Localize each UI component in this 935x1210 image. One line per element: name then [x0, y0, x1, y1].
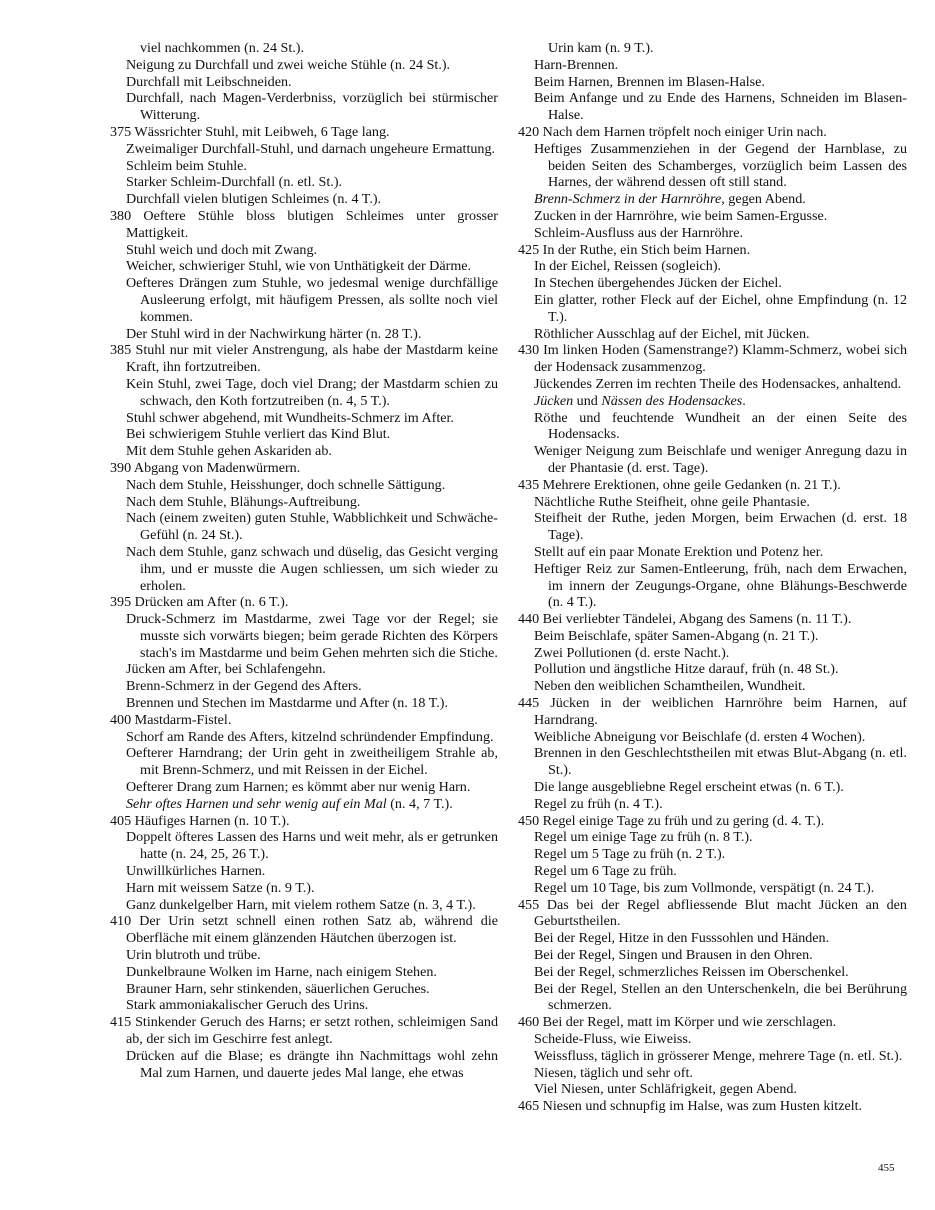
symptom-entry	[518, 729, 907, 746]
symptom-entry	[110, 191, 498, 208]
symptom-entry	[110, 443, 498, 460]
symptom-entry	[110, 460, 498, 477]
entry-number: 415	[110, 1014, 132, 1031]
symptom-entry	[518, 124, 907, 141]
entry-text: viel nachkommen (n. 24 St.).	[140, 40, 305, 56]
symptom-entry	[110, 208, 498, 242]
entry-number: 440	[518, 611, 540, 628]
symptom-entry	[518, 242, 907, 259]
symptom-entry	[110, 57, 498, 74]
entry-text: Regel um einige Tage zu früh (n. 8 T.).	[534, 829, 753, 846]
symptom-entry	[518, 661, 907, 678]
entry-text: Unwillkürliches Harnen.	[126, 863, 266, 880]
symptom-entry	[110, 174, 498, 191]
symptom-entry	[518, 258, 907, 275]
entry-text: Regel zu früh (n. 4 T.).	[534, 795, 663, 812]
symptom-entry	[518, 779, 907, 796]
symptom-entry	[110, 376, 498, 410]
symptom-entry	[518, 813, 907, 830]
symptom-entry	[518, 1081, 907, 1098]
entry-text: Der Urin setzt schnell einen rothen Satz ab, während die Oberfläche mit einem glänzenden Häutchen überzogen ist.	[126, 913, 498, 947]
entry-text: Heftiges Zusammenziehen in der Gegend der Harnblase, zu beiden Seiten des Schamberges, vorzüglich beim Lassen des Harnes, der während dessen oft still stand.	[534, 140, 907, 191]
symptom-entry	[110, 342, 498, 376]
entry-text: Stark ammoniakalischer Geruch des Urins.	[126, 997, 369, 1014]
symptom-entry	[110, 544, 498, 594]
entry-text: Nächtliche Ruthe Steifheit, ohne geile Phantasie.	[534, 493, 810, 510]
symptom-entry	[518, 611, 907, 628]
entry-text: In der Eichel, Reissen (sogleich).	[534, 258, 722, 275]
symptom-entry	[110, 242, 498, 259]
entry-text: Häufiges Harnen (n. 10 T.).	[134, 812, 290, 829]
symptom-entry	[110, 745, 498, 779]
entry-text: Stinkender Geruch des Harns; er setzt rothen, schleimigen Sand ab, der sich im Geschirre fest anlegt.	[126, 1014, 498, 1048]
entry-text: Brennen in den Geschlechtstheilen mit etwas Blut-Abgang (n. etl. St.).	[534, 745, 907, 779]
entry-text: Oefterer Harndrang; der Urin geht in zweitheiligem Strahle ab, mit Brenn-Schmerz, und mit Reissen in der Eichel.	[126, 745, 498, 779]
entry-text: Weicher, schwieriger Stuhl, wie von Unthätigkeit der Därme.	[126, 258, 472, 275]
symptom-entry	[518, 292, 907, 326]
entry-text: Kein Stuhl, zwei Tage, doch viel Drang; der Mastdarm schien zu schwach, den Koth fortzutreiben (n. 4, 5 T.).	[126, 375, 498, 409]
symptom-entry	[518, 880, 907, 897]
entry-number: 390	[110, 459, 132, 476]
entry-text: Bei der Regel, Hitze in den Fusssohlen und Händen.	[534, 930, 830, 947]
entry-text: Sehr oftes Harnen und sehr wenig auf ein Mal	[126, 795, 387, 812]
entry-text: Jücken am After, bei Schlafengehn.	[126, 661, 326, 678]
symptom-entry	[518, 494, 907, 511]
entry-text: Bei der Regel, Stellen an den Unterschenkeln, die bei Berührung schmerzen.	[534, 980, 907, 1014]
symptom-entry	[518, 1098, 907, 1115]
entry-text: Nach dem Stuhle, Heisshunger, doch schnelle Sättigung.	[126, 476, 446, 493]
symptom-entry	[110, 611, 498, 661]
symptom-entry	[518, 74, 907, 91]
entry-text: Oefteres Drängen zum Stuhle, wo jedesmal wenige durchfällige Ausleerung erfolgt, mit häufigem Pressen, als sollte noch viel kommen.	[126, 275, 498, 325]
entry-text: Beim Harnen, Brennen im Blasen-Halse.	[534, 73, 765, 90]
entry-text: Viel Niesen, unter Schläfrigkeit, gegen Abend.	[534, 1081, 797, 1098]
entry-text: Regel um 6 Tage zu früh.	[534, 863, 677, 880]
symptom-entry	[518, 1031, 907, 1048]
entry-text: Nach dem Stuhle, Blähungs-Auftreibung.	[126, 493, 361, 510]
symptom-entry	[518, 1014, 907, 1031]
symptom-entry	[110, 813, 498, 830]
symptom-entry	[518, 410, 907, 444]
entry-text: Bei der Regel, matt im Körper und wie zerschlagen.	[542, 1014, 837, 1031]
symptom-entry	[518, 326, 907, 343]
entry-text: Steifheit der Ruthe, jeden Morgen, beim Erwachen (d. erst. 18 Tage).	[534, 510, 907, 544]
entry-number: 395	[110, 594, 132, 611]
symptom-entry	[518, 745, 907, 779]
entry-text: Mastdarm-Fistel.	[134, 711, 232, 728]
symptom-entry	[518, 510, 907, 544]
entry-text: Brauner Harn, sehr stinkenden, säuerlichen Geruches.	[126, 980, 430, 997]
entry-number: 385	[110, 342, 132, 359]
entry-text: Der Stuhl wird in der Nachwirkung härter (n. 28 T.).	[126, 325, 422, 342]
symptom-entry	[518, 544, 907, 561]
symptom-entry	[110, 863, 498, 880]
entry-text: Bei schwierigem Stuhle verliert das Kind Blut.	[126, 426, 391, 443]
symptom-entry	[518, 561, 907, 611]
symptom-entry	[518, 342, 907, 376]
symptom-entry	[518, 275, 907, 292]
entry-text: Durchfall vielen blutigen Schleimes (n. 4 T.).	[126, 191, 382, 208]
entry-number: 425	[518, 241, 540, 258]
left-column	[110, 40, 498, 1081]
entry-text: Urin kam (n. 9 T.).	[548, 40, 654, 56]
symptom-entry	[518, 964, 907, 981]
entry-number: 465	[518, 1098, 540, 1115]
symptom-entry	[518, 208, 907, 225]
entry-text: Starker Schleim-Durchfall (n. etl. St.).	[126, 174, 343, 191]
symptom-entry	[518, 393, 907, 410]
entry-number: 435	[518, 476, 540, 493]
entry-text: Brenn-Schmerz in der Gegend des Afters.	[126, 678, 362, 695]
entry-text: Nach dem Harnen tröpfelt noch einiger Urin nach.	[542, 123, 827, 140]
entry-text-tail: (n. 4, 7 T.).	[386, 795, 453, 812]
symptom-entry	[518, 981, 907, 1015]
entry-text: Ganz dunkelgelber Harn, mit vielem rothem Satze (n. 3, 4 T.).	[126, 896, 476, 913]
symptom-entry	[518, 628, 907, 645]
entry-text: Druck-Schmerz im Mastdarme, zwei Tage vor der Regel; sie musste sich vorwärts biegen; beim gerade Richten des Körpers stach's im Mastdarme und beim Gehen mehrten sich die Stiche.	[126, 611, 498, 661]
symptom-entry	[110, 695, 498, 712]
symptom-entry	[110, 897, 498, 914]
entry-text: Jückendes Zerren im rechten Theile des Hodensackes, anhaltend.	[534, 375, 902, 392]
symptom-entry	[110, 90, 498, 124]
entry-text-italic: Nässen des Hodensackes	[601, 392, 743, 409]
entry-text: In der Ruthe, ein Stich beim Harnen.	[542, 241, 751, 258]
symptom-entry	[518, 191, 907, 208]
symptom-entry	[110, 1048, 498, 1082]
symptom-entry	[110, 964, 498, 981]
entry-text: Bei verliebter Tändelei, Abgang des Samens (n. 11 T.).	[542, 611, 852, 628]
page-number: 455	[878, 1162, 895, 1174]
symptom-entry	[518, 796, 907, 813]
symptom-entry	[518, 829, 907, 846]
symptom-entry	[110, 74, 498, 91]
symptom-entry	[110, 729, 498, 746]
entry-text: Stellt auf ein paar Monate Erektion und Potenz her.	[534, 543, 824, 560]
symptom-entry	[110, 779, 498, 796]
entry-text: Nach dem Stuhle, ganz schwach und düselig, das Gesicht verging ihm, und er musste die Augen schliessen, um sich wieder zu erholen.	[126, 543, 498, 594]
symptom-entry	[110, 712, 498, 729]
symptom-entry	[110, 158, 498, 175]
symptom-entry	[518, 897, 907, 931]
symptom-entry	[518, 846, 907, 863]
entry-text: Das bei der Regel abfliessende Blut macht Jücken an den Geburtstheilen.	[534, 896, 907, 930]
entry-text: Pollution und ängstliche Hitze darauf, früh (n. 48 St.).	[534, 661, 839, 678]
entry-text: Weniger Neigung zum Beischlafe und weniger Anregung dazu in der Phantasie (d. erst. Tage).	[534, 443, 907, 476]
entry-text: Harn mit weissem Satze (n. 9 T.).	[126, 879, 315, 896]
symptom-entry	[110, 124, 498, 141]
entry-text: Abgang von Madenwürmern.	[133, 459, 301, 476]
entry-text: Niesen und schnupfig im Halse, was zum Husten kitzelt.	[542, 1098, 863, 1115]
entry-text-tail: , gegen Abend.	[721, 191, 806, 208]
symptom-entry	[110, 947, 498, 964]
entry-text: Brenn-Schmerz in der Harnröhre	[534, 191, 722, 208]
entry-number: 455	[518, 896, 540, 913]
entry-text: Oefterer Drang zum Harnen; es kömmt aber nur wenig Harn.	[126, 779, 471, 796]
entry-text: Stuhl weich und doch mit Zwang.	[126, 241, 318, 258]
entry-text-mid: und	[573, 392, 602, 409]
symptom-entry	[110, 796, 498, 813]
entry-number: 430	[518, 342, 540, 359]
symptom-entry	[518, 1048, 907, 1065]
entry-text: Oeftere Stühle bloss blutigen Schleimes unter grosser Mattigkeit.	[126, 207, 498, 241]
entry-text: Weibliche Abneigung vor Beischlafe (d. ersten 4 Wochen).	[534, 728, 866, 745]
symptom-entry	[518, 1065, 907, 1082]
symptom-entry	[110, 594, 498, 611]
entry-text: Regel einige Tage zu früh und zu gering (d. 4. T.).	[542, 812, 825, 829]
symptom-entry	[518, 863, 907, 880]
entry-text: Im linken Hoden (Samenstrange?) Klamm-Schmerz, wobei sich der Hodensack zusammenzog.	[534, 342, 907, 376]
symptom-entry	[518, 40, 907, 57]
entry-text: Nach (einem zweiten) guten Stuhle, Wabblichkeit und Schwäche-Gefühl (n. 24 St.).	[126, 510, 498, 544]
symptom-entry	[110, 880, 498, 897]
entry-text: Bei der Regel, schmerzliches Reissen im Oberschenkel.	[534, 963, 849, 980]
entry-text: Durchfall, nach Magen-Verderbniss, vorzüglich bei stürmischer Witterung.	[126, 90, 498, 124]
entry-text: Scheide-Fluss, wie Eiweiss.	[534, 1031, 692, 1048]
entry-text: Dunkelbraune Wolken im Harne, nach einigem Stehen.	[126, 963, 437, 980]
entry-text: Beim Beischlafe, später Samen-Abgang (n. 21 T.).	[534, 627, 819, 644]
entry-text: Schorf am Rande des Afters, kitzelnd schründender Empfindung.	[126, 728, 494, 745]
symptom-entry	[110, 1014, 498, 1048]
entry-text: Stuhl schwer abgehend, mit Wundheits-Schmerz im After.	[126, 409, 454, 426]
symptom-entry	[518, 645, 907, 662]
entry-number: 375	[110, 123, 132, 140]
entry-text: Zucken in der Harnröhre, wie beim Samen-Ergusse.	[534, 207, 828, 224]
symptom-entry	[110, 510, 498, 544]
symptom-entry	[110, 275, 498, 325]
symptom-entry	[518, 443, 907, 477]
entry-text: Regel um 10 Tage, bis zum Vollmonde, verspätigt (n. 24 T.).	[534, 879, 875, 896]
entry-text: Harn-Brennen.	[534, 56, 619, 73]
symptom-entry	[518, 947, 907, 964]
entry-text: Heftiger Reiz zur Samen-Entleerung, früh, nach dem Erwachen, im innern der Zeugungs-Organe, ohne Blähungs-Beschwerde (n. 4 T.).	[534, 560, 907, 611]
entry-text: Röthe und feuchtende Wundheit an der einen Seite des Hodensacks.	[534, 409, 907, 443]
entry-text: Wässrichter Stuhl, mit Leibweh, 6 Tage lang.	[134, 123, 390, 140]
symptom-entry	[110, 829, 498, 863]
entry-text: Schleim beim Stuhle.	[126, 157, 247, 174]
entry-number: 445	[518, 695, 540, 712]
symptom-entry	[110, 40, 498, 57]
entry-text: Doppelt öfteres Lassen des Harns und weit mehr, als er getrunken hatte (n. 24, 25, 26 T.).	[126, 829, 498, 863]
symptom-entry	[110, 997, 498, 1014]
right-column	[518, 40, 907, 1115]
symptom-entry	[110, 494, 498, 511]
entry-text: Neben den weiblichen Schamtheilen, Wundheit.	[534, 678, 806, 695]
entry-text: Drücken auf die Blase; es drängte ihn Nachmittags wohl zehn Mal zum Harnen, und dauerte jedes Mal lange, ehe etwas	[126, 1047, 498, 1081]
entry-number: 420	[518, 123, 540, 140]
entry-text: Niesen, täglich und sehr oft.	[534, 1064, 693, 1081]
symptom-entry	[110, 258, 498, 275]
entry-text-tail: .	[742, 392, 746, 409]
symptom-entry	[110, 426, 498, 443]
symptom-entry	[518, 678, 907, 695]
entry-text: Brennen und Stechen im Mastdarme und After (n. 18 T.).	[126, 695, 448, 712]
entry-text: Urin blutroth und trübe.	[126, 947, 261, 964]
entry-text: Zweimaliger Durchfall-Stuhl, und darnach ungeheure Ermattung.	[126, 140, 496, 157]
entry-text: Regel um 5 Tage zu früh (n. 2 T.).	[534, 846, 726, 863]
entry-text: Jücken	[534, 392, 574, 409]
entry-text: Mit dem Stuhle gehen Askariden ab.	[126, 443, 332, 460]
entry-text: Drücken am After (n. 6 T.).	[134, 594, 289, 611]
symptom-entry	[518, 376, 907, 393]
entry-number: 400	[110, 711, 132, 728]
symptom-entry	[110, 141, 498, 158]
entry-text: Beim Anfange und zu Ende des Harnens, Schneiden im Blasen-Halse.	[534, 90, 907, 124]
symptom-entry	[110, 477, 498, 494]
symptom-entry	[110, 981, 498, 998]
entry-text: Bei der Regel, Singen und Brausen in den Ohren.	[534, 947, 813, 964]
entry-number: 450	[518, 812, 540, 829]
entry-text: Zwei Pollutionen (d. erste Nacht.).	[534, 644, 730, 661]
entry-text: Mehrere Erektionen, ohne geile Gedanken (n. 21 T.).	[542, 476, 841, 493]
entry-number: 410	[110, 913, 132, 930]
entry-text: Die lange ausgebliebne Regel erscheint etwas (n. 6 T.).	[534, 779, 844, 796]
symptom-entry	[110, 326, 498, 343]
entry-text: Neigung zu Durchfall und zwei weiche Stühle (n. 24 St.).	[126, 56, 451, 73]
entry-text: Ein glatter, rother Fleck auf der Eichel, ohne Empfindung (n. 12 T.).	[534, 291, 907, 325]
entry-text: Durchfall mit Leibschneiden.	[126, 73, 292, 90]
symptom-entry	[518, 225, 907, 242]
symptom-entry	[110, 678, 498, 695]
symptom-entry	[110, 410, 498, 427]
entry-number: 460	[518, 1014, 540, 1031]
entry-text: Weissfluss, täglich in grösserer Menge, mehrere Tage (n. etl. St.).	[534, 1047, 903, 1064]
entry-text: Jücken in der weiblichen Harnröhre beim Harnen, auf Harndrang.	[534, 695, 907, 728]
entry-text: Stuhl nur mit vieler Anstrengung, als habe der Mastdarm keine Kraft, ihn fortzutreiben.	[126, 342, 498, 376]
symptom-entry	[518, 695, 907, 729]
entry-text: Röthlicher Ausschlag auf der Eichel, mit Jücken.	[534, 325, 810, 342]
symptom-entry	[518, 477, 907, 494]
entry-number: 405	[110, 812, 132, 829]
symptom-entry	[518, 930, 907, 947]
entry-text: In Stechen übergehendes Jücken der Eichel.	[534, 275, 782, 292]
symptom-entry	[110, 661, 498, 678]
symptom-entry	[518, 90, 907, 124]
entry-text: Schleim-Ausfluss aus der Harnröhre.	[534, 224, 744, 241]
entry-number: 380	[110, 207, 132, 224]
symptom-entry	[518, 57, 907, 74]
symptom-entry	[518, 141, 907, 191]
symptom-entry	[110, 913, 498, 947]
